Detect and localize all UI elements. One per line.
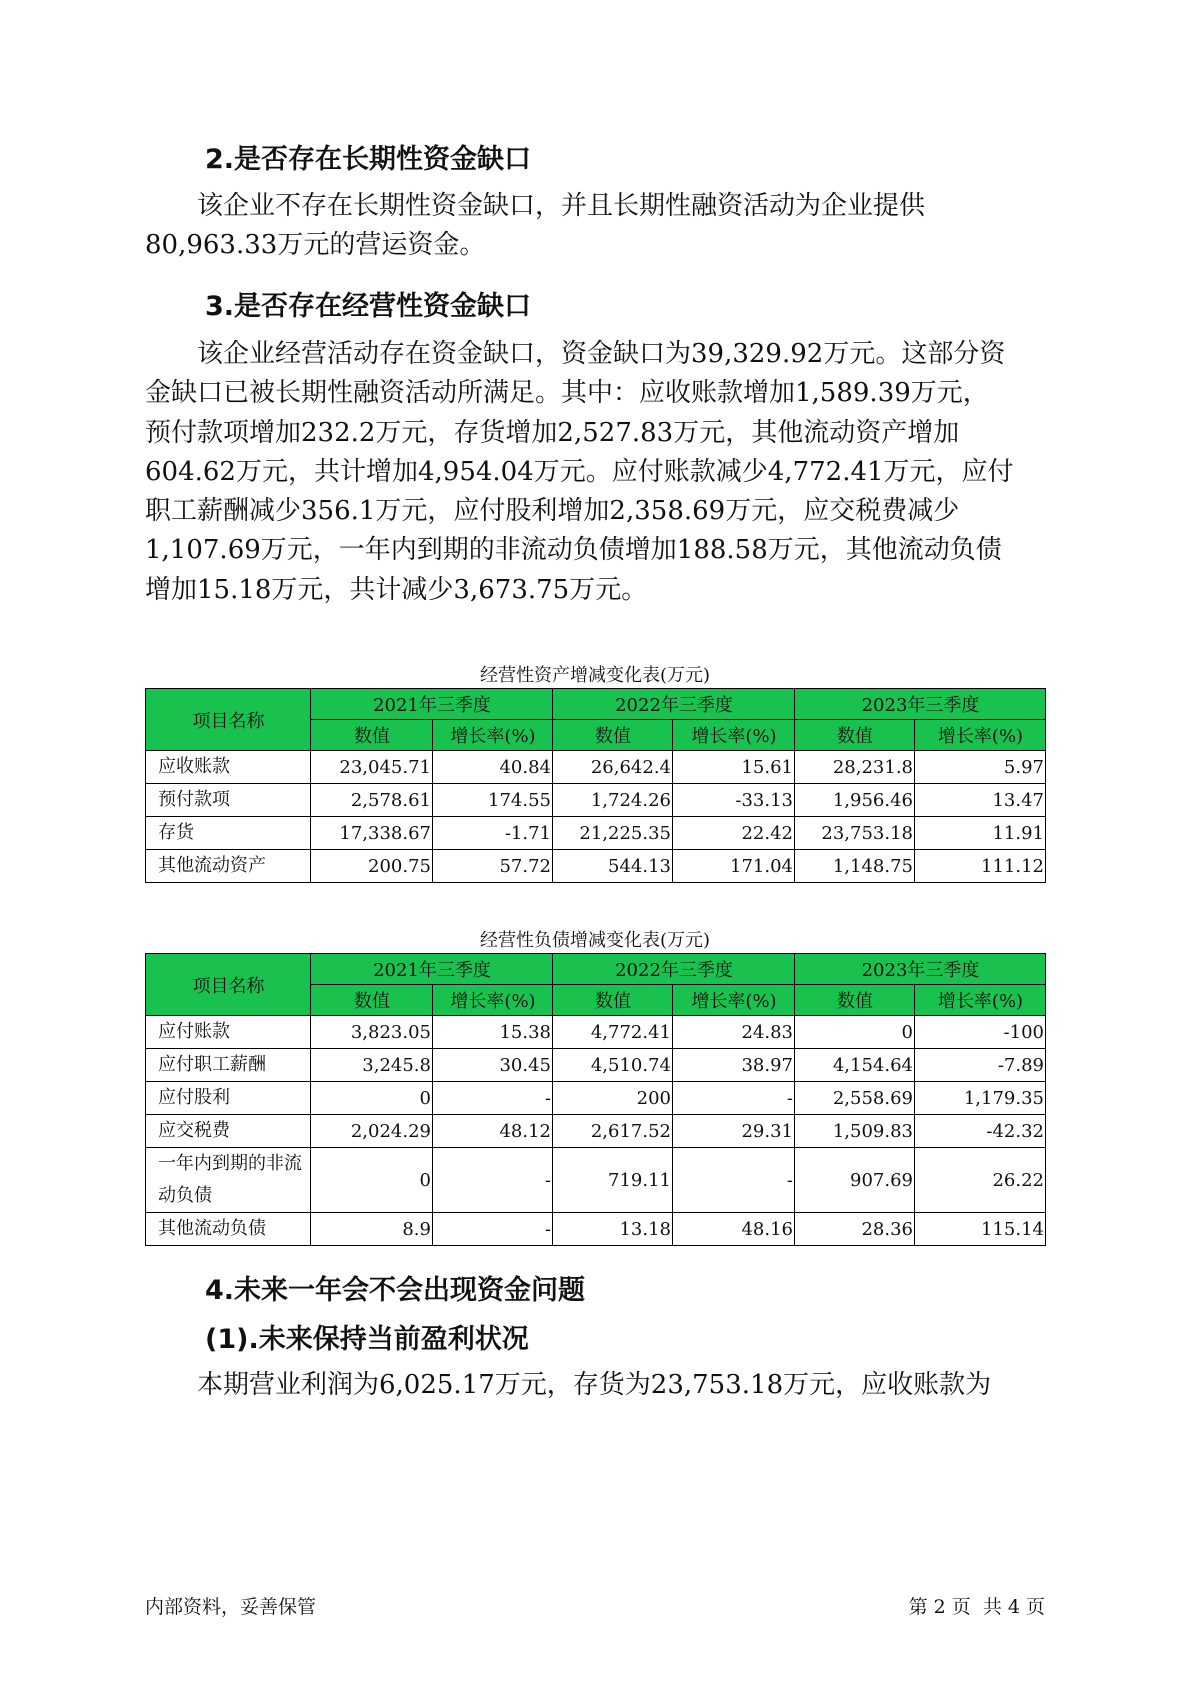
cell: 2,558.69: [795, 1082, 915, 1115]
cell: 26,642.4: [553, 751, 673, 784]
cell: 4,154.64: [795, 1049, 915, 1082]
row-name: 应付账款: [146, 1016, 311, 1049]
paragraph-line: 80,963.33万元的营运资金。: [145, 230, 486, 261]
cell: -: [673, 1148, 795, 1213]
row-name: 其他流动资产: [146, 850, 311, 883]
cell: 8.9: [311, 1213, 433, 1246]
table-row: [146, 1082, 1046, 1115]
cell: 907.69: [795, 1148, 915, 1213]
asset-table-caption: 经营性资产增减变化表(万元): [479, 665, 711, 686]
cell: 11.91: [915, 817, 1046, 850]
paragraph-line: 增加15.18万元，共计减少3,673.75万元。: [145, 574, 648, 605]
header-growth: 增长率(%): [915, 720, 1046, 751]
table-row: [146, 784, 1046, 817]
cell: 544.13: [553, 850, 673, 883]
cell: 0: [311, 1082, 433, 1115]
row-name: 应收账款: [146, 751, 311, 784]
cell: -42.32: [915, 1115, 1046, 1148]
cell: 40.84: [433, 751, 553, 784]
row-name: 应付股利: [146, 1082, 311, 1115]
cell: 22.42: [673, 817, 795, 850]
cell: -: [433, 1148, 553, 1213]
cell: 0: [795, 1016, 915, 1049]
cell: 2,617.52: [553, 1115, 673, 1148]
table-row: [146, 850, 1046, 883]
footer-left: 内部资料，妥善保管: [145, 1596, 317, 1618]
header-period-2021: 2021年三季度: [311, 689, 553, 720]
section-3-heading: 3.是否存在经营性资金缺口: [205, 291, 532, 322]
liability-table-caption: 经营性负债增减变化表(万元): [479, 930, 711, 951]
section-2-paragraph: [145, 187, 1050, 266]
cell: -7.89: [915, 1049, 1046, 1082]
cell: -: [433, 1213, 553, 1246]
header-growth: 增长率(%): [673, 985, 795, 1016]
cell: 57.72: [433, 850, 553, 883]
header-period-2022: 2022年三季度: [553, 689, 795, 720]
cell: 28,231.8: [795, 751, 915, 784]
cell: 1,509.83: [795, 1115, 915, 1148]
header-growth: 增长率(%): [433, 985, 553, 1016]
row-name: 一年内到期的非流动负债: [146, 1148, 311, 1213]
liability-table: [145, 953, 1046, 1246]
cell: 28.36: [795, 1213, 915, 1246]
table-row: [146, 1213, 1046, 1246]
cell: 111.12: [915, 850, 1046, 883]
row-name: 其他流动负债: [146, 1213, 311, 1246]
header-period-2021: 2021年三季度: [311, 954, 553, 985]
cell: 13.18: [553, 1213, 673, 1246]
cell: 1,148.75: [795, 850, 915, 883]
section-4-subheading: (1).未来保持当前盈利状况: [205, 1324, 529, 1355]
cell: 4,772.41: [553, 1016, 673, 1049]
cell: 15.61: [673, 751, 795, 784]
header-period-2023: 2023年三季度: [795, 689, 1046, 720]
table-row: [146, 1115, 1046, 1148]
cell: -33.13: [673, 784, 795, 817]
row-name: 应交税费: [146, 1115, 311, 1148]
cell: 174.55: [433, 784, 553, 817]
header-growth: 增长率(%): [915, 985, 1046, 1016]
row-name: 预付款项: [146, 784, 311, 817]
header-growth: 增长率(%): [673, 720, 795, 751]
cell: 2,024.29: [311, 1115, 433, 1148]
cell: 13.47: [915, 784, 1046, 817]
paragraph-line: 本期营业利润为6,025.17万元，存货为23,753.18万元，应收账款为: [145, 1370, 992, 1400]
section-4-paragraph: [145, 1366, 1050, 1405]
cell: 23,753.18: [795, 817, 915, 850]
cell: -: [673, 1082, 795, 1115]
header-value: 数值: [553, 720, 673, 751]
cell: 1,956.46: [795, 784, 915, 817]
table-row: [146, 1016, 1046, 1049]
cell: -100: [915, 1016, 1046, 1049]
cell: 1,179.35: [915, 1082, 1046, 1115]
table-row: [146, 751, 1046, 784]
cell: 38.97: [673, 1049, 795, 1082]
cell: 24.83: [673, 1016, 795, 1049]
cell: -: [433, 1082, 553, 1115]
header-value: 数值: [311, 985, 433, 1016]
cell: 5.97: [915, 751, 1046, 784]
table-row: [146, 1049, 1046, 1082]
row-name: 存货: [146, 817, 311, 850]
cell: 48.12: [433, 1115, 553, 1148]
row-name: 应付职工薪酬: [146, 1049, 311, 1082]
paragraph-line: 该企业不存在长期性资金缺口，并且长期性融资活动为企业提供: [145, 191, 926, 221]
header-value: 数值: [553, 985, 673, 1016]
paragraph-line: 职工薪酬减少356.1万元，应付股利增加2,358.69万元，应交税费减少: [145, 496, 960, 527]
cell: 115.14: [915, 1213, 1046, 1246]
table-row: [146, 817, 1046, 850]
header-value: 数值: [795, 720, 915, 751]
footer-page-number: 第 2 页 共 4 页: [908, 1596, 1045, 1618]
table-row: [146, 1148, 1046, 1213]
header-value: 数值: [795, 985, 915, 1016]
cell: 21,225.35: [553, 817, 673, 850]
header-period-2023: 2023年三季度: [795, 954, 1046, 985]
cell: 200: [553, 1082, 673, 1115]
section-2-heading: 2.是否存在长期性资金缺口: [205, 144, 532, 175]
cell: 48.16: [673, 1213, 795, 1246]
header-growth: 增长率(%): [433, 720, 553, 751]
cell: 4,510.74: [553, 1049, 673, 1082]
cell: 2,578.61: [311, 784, 433, 817]
cell: 3,245.8: [311, 1049, 433, 1082]
paragraph-line: 金缺口已被长期性融资活动所满足。其中：应收账款增加1,589.39万元，: [145, 378, 989, 409]
paragraph-line: 该企业经营活动存在资金缺口，资金缺口为39,329.92万元。这部分资: [145, 339, 1006, 369]
cell: 29.31: [673, 1115, 795, 1148]
cell: 719.11: [553, 1148, 673, 1213]
header-period-2022: 2022年三季度: [553, 954, 795, 985]
cell: 15.38: [433, 1016, 553, 1049]
paragraph-line: 604.62万元，共计增加4,954.04万元。应付账款减少4,772.41万元，应付: [145, 456, 1014, 487]
header-value: 数值: [311, 720, 433, 751]
cell: 171.04: [673, 850, 795, 883]
cell: -1.71: [433, 817, 553, 850]
section-3-paragraph: [145, 335, 1050, 610]
cell: 200.75: [311, 850, 433, 883]
cell: 0: [311, 1148, 433, 1213]
cell: 1,724.26: [553, 784, 673, 817]
header-item-name: 项目名称: [146, 689, 311, 751]
cell: 23,045.71: [311, 751, 433, 784]
asset-table: [145, 688, 1046, 883]
paragraph-line: 预付款项增加232.2万元，存货增加2,527.83万元，其他流动资产增加: [145, 417, 960, 448]
paragraph-line: 1,107.69万元，一年内到期的非流动负债增加188.58万元，其他流动负债: [145, 535, 1002, 566]
section-4-heading: 4.未来一年会不会出现资金问题: [205, 1275, 586, 1306]
header-item-name: 项目名称: [146, 954, 311, 1016]
cell: 3,823.05: [311, 1016, 433, 1049]
cell: 17,338.67: [311, 817, 433, 850]
cell: 26.22: [915, 1148, 1046, 1213]
cell: 30.45: [433, 1049, 553, 1082]
